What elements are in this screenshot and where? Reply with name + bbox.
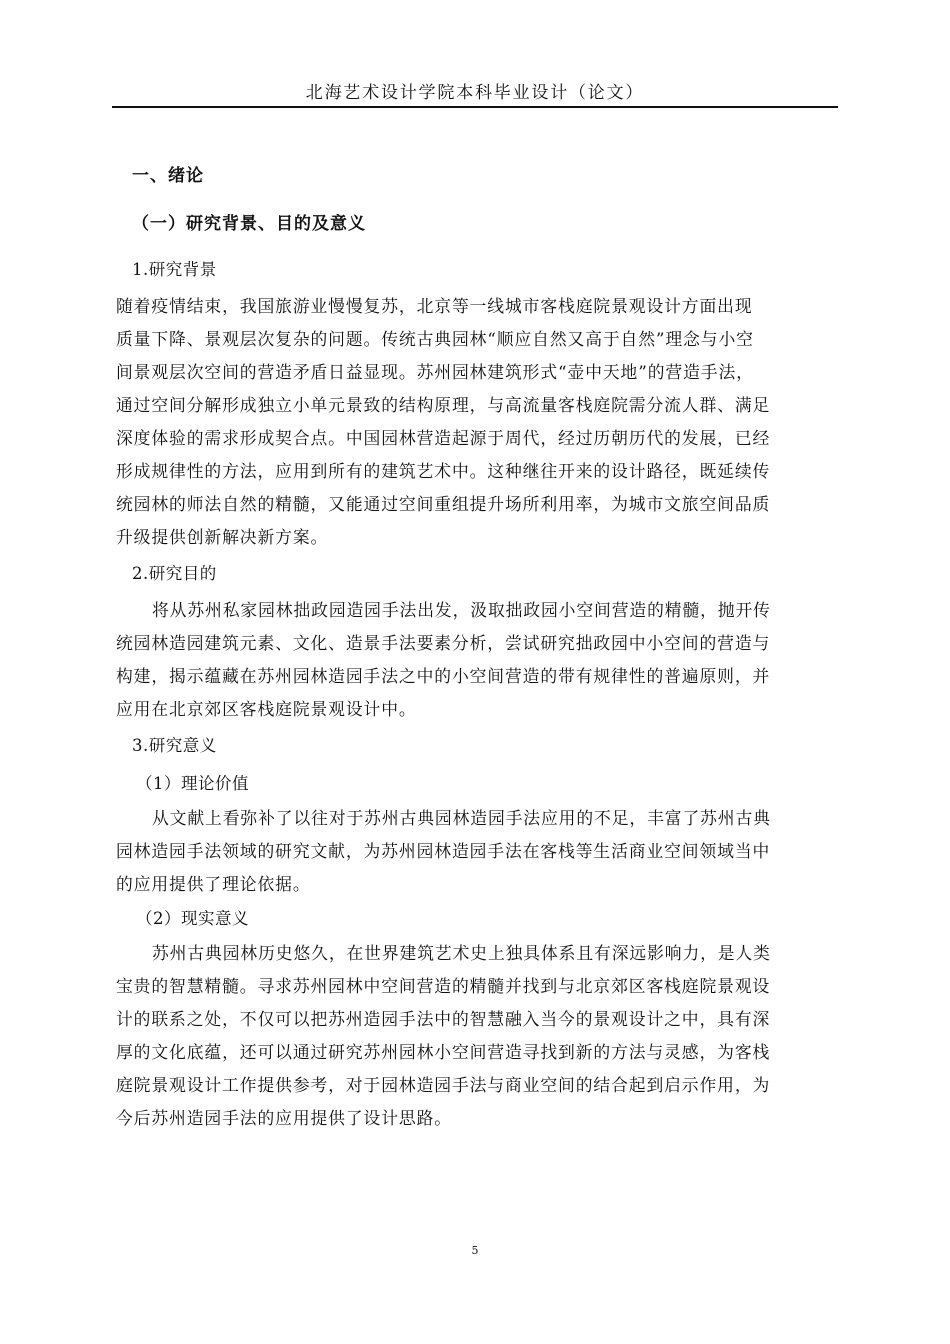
paragraph-line: 构建，揭示蕴藏在苏州园林造园手法之中的小空间营造的带有规律性的普遍原则，并 (116, 666, 771, 686)
section-heading: 一、绪论 (132, 166, 204, 186)
paragraph-line: 园林造园手法领域的研究文献，为苏州园林造园手法在客栈等生活商业空间领域当中 (116, 841, 771, 861)
paragraph-line: 将从苏州私家园林拙政园造园手法出发，汲取拙政园小空间营造的精髓，抛开传 (152, 600, 771, 620)
paragraph-line: 形成规律性的方法，应用到所有的建筑艺术中。这种继往开来的设计路径，既延续传 (116, 461, 771, 481)
background-paragraph (116, 290, 838, 554)
header-title: 北海艺术设计学院本科毕业设计（论文） (305, 83, 645, 103)
paragraph-line: 计的联系之处，不仅可以把苏州造园手法中的智慧融入当今的景观设计之中，具有深 (116, 1009, 771, 1029)
paragraph-line: 随着疫情结束，我国旅游业慢慢复苏，北京等一线城市客栈庭院景观设计方面出现 (116, 296, 753, 316)
document-body (116, 154, 838, 1135)
paragraph-line: 间景观层次空间的营造矛盾日益显现。苏州园林建筑形式“壶中天地”的营造手法， (116, 362, 754, 382)
paragraph-line: 通过空间分解形成独立小单元景致的结构原理，与高流量客栈庭院需分流人群、满足 (116, 395, 771, 415)
background-heading: 1.研究背景 (132, 260, 217, 279)
paragraph-line: 今后苏州造园手法的应用提供了设计思路。 (116, 1108, 452, 1128)
paragraph-line: 苏州古典园林历史悠久，在世界建筑艺术史上独具体系且有深远影响力，是人类 (152, 943, 771, 963)
paragraph-line: 应用在北京郊区客栈庭院景观设计中。 (116, 699, 417, 719)
paragraph-line: 深度体验的需求形成契合点。中国园林营造起源于周代，经过历朝历代的发展，已经 (116, 428, 771, 448)
purpose-heading: 2.研究目的 (132, 564, 217, 583)
page-number: 5 (471, 1244, 479, 1257)
paragraph-line: 庭院景观设计工作提供参考，对于园林造园手法与商业空间的结合起到启示作用，为 (116, 1075, 771, 1095)
practice-paragraph (116, 937, 838, 1135)
subsection-heading: （一）研究背景、目的及意义 (132, 214, 366, 234)
practice-heading: （2）现实意义 (136, 909, 249, 928)
paragraph-line: 升级提供创新解决新方案。 (116, 527, 329, 547)
paragraph-line: 质量下降、景观层次复杂的问题。传统古典园林“顺应自然又高于自然”理念与小空 (116, 329, 754, 349)
paragraph-line: 统园林造园建筑元素、文化、造景手法要素分析，尝试研究拙政园中小空间的营造与 (116, 633, 771, 653)
significance-heading: 3.研究意义 (132, 736, 217, 755)
paragraph-line: 从文献上看弥补了以往对于苏州古典园林造园手法应用的不足，丰富了苏州古典 (152, 808, 771, 828)
theory-heading: （1）理论价值 (136, 774, 249, 793)
paragraph-line: 宝贵的智慧精髓。寻求苏州园林中空间营造的精髓并找到与北京郊区客栈庭院景观设 (116, 976, 771, 996)
purpose-paragraph (116, 594, 838, 726)
page-header (112, 64, 838, 108)
paragraph-line: 的应用提供了理论依据。 (116, 874, 311, 894)
paragraph-line: 统园林的师法自然的精髓，又能通过空间重组提升场所利用率，为城市文旅空间品质 (116, 494, 771, 514)
paragraph-line: 厚的文化底蕴，还可以通过研究苏州园林小空间营造寻找到新的方法与灵感，为客栈 (116, 1042, 771, 1062)
theory-paragraph (116, 802, 838, 901)
